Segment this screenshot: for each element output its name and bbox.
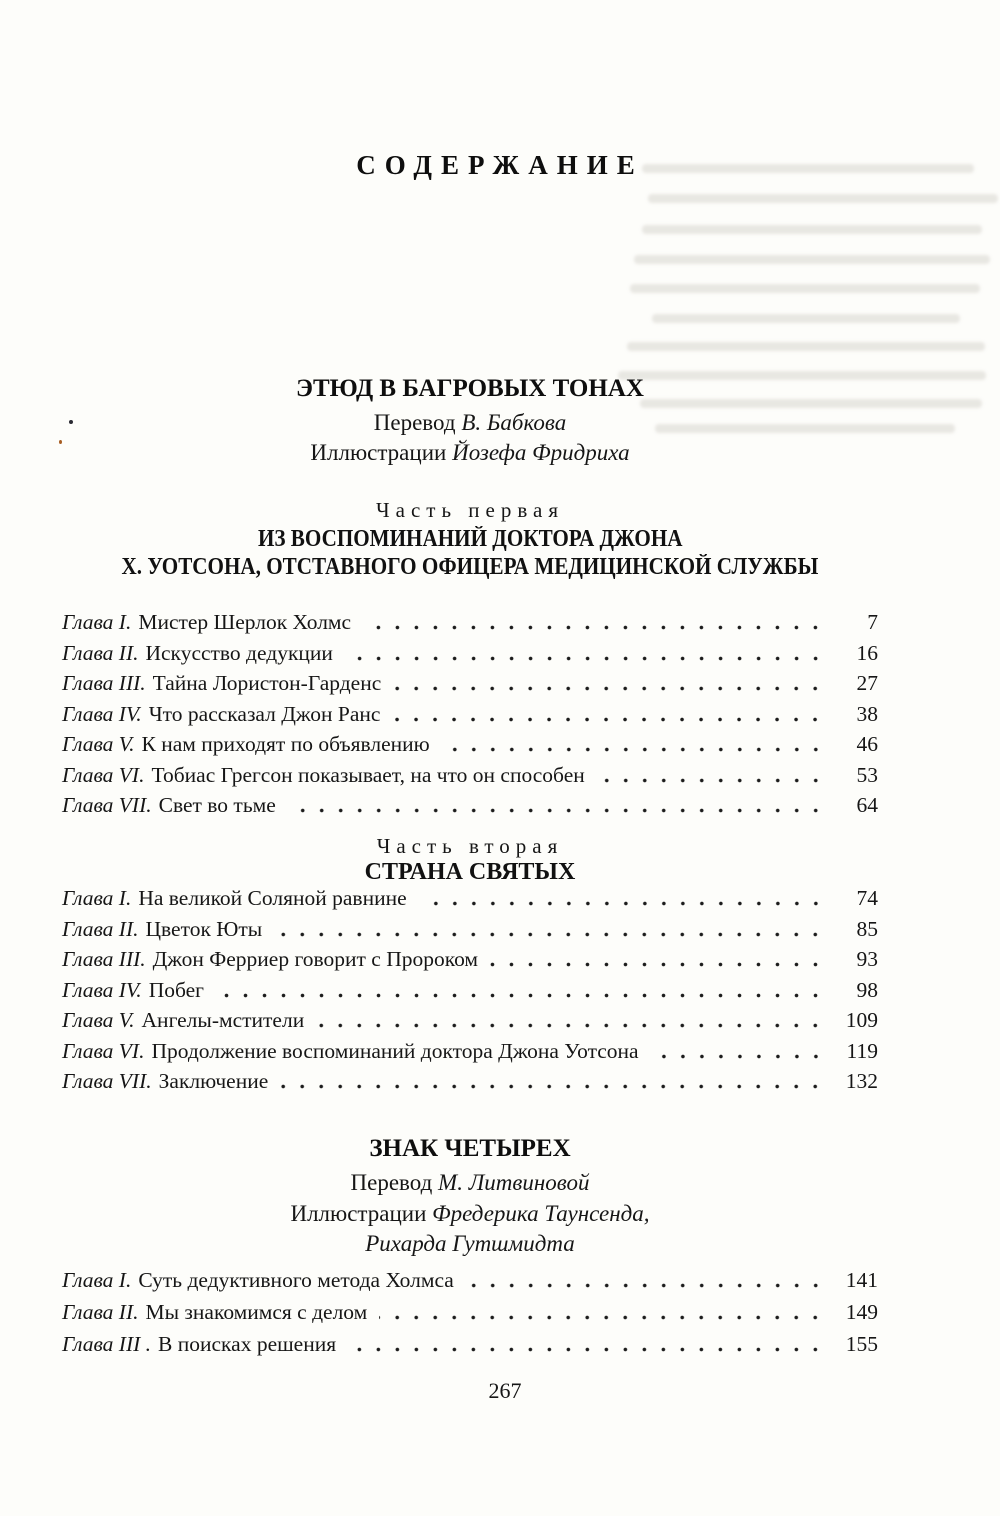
- book2-translator-line: [62, 1170, 878, 1196]
- illustrations-prefix: Иллюстрации: [290, 1201, 427, 1226]
- part1-subtitle-text2: Х. УОТСОНА, ОТСТАВНОГО ОФИЦЕРА МЕДИЦИНСКОЙ СЛУЖБЫ: [121, 554, 819, 580]
- toc-entry: [62, 978, 878, 1002]
- chapter-number: Глава V.: [62, 732, 135, 756]
- part1-subtitle-text1: ИЗ ВОСПОМИНАНИЙ ДОКТОРА ДЖОНА: [257, 526, 683, 552]
- toc-entry: [62, 1268, 878, 1292]
- toc-entry: [62, 1300, 878, 1324]
- page-number: 98: [856, 977, 878, 1002]
- page-number: 155: [845, 1332, 878, 1356]
- chapter-number: Глава I.: [62, 610, 132, 634]
- part2-title: СТРАНА СВЯТЫХ: [364, 859, 576, 885]
- toc-list-part2: [62, 886, 878, 1100]
- dot-leader: [274, 932, 832, 937]
- dot-leader: [216, 993, 832, 998]
- dot-leader: [392, 717, 832, 722]
- illustrator-name-2: Рихарда Гутшмидта: [365, 1231, 575, 1256]
- page-number: 64: [856, 793, 878, 817]
- page-number: 132: [845, 1069, 878, 1093]
- chapter-number: Глава VII.: [62, 793, 152, 817]
- chapter-title: Побег: [148, 977, 204, 1002]
- chapter-title: Что рассказал Джон Ранс: [148, 701, 381, 726]
- translator-name: М. Литвиновой: [438, 1170, 590, 1195]
- dot-leader: [597, 778, 832, 783]
- dot-leader: [280, 1084, 832, 1089]
- chapter-number: Глава I.: [62, 1268, 132, 1292]
- chapter-number: Глава VI.: [62, 1038, 145, 1063]
- chapter-number: Глава IV.: [62, 701, 142, 726]
- chapter-title: Тобиас Грегсон показывает, на что он способен: [151, 762, 585, 787]
- page-number: 16: [856, 640, 878, 665]
- dot-leader: [393, 686, 832, 691]
- toc-entry: [62, 1332, 878, 1356]
- chapter-number: Глава II.: [62, 916, 139, 941]
- translator-name: В. Бабкова: [461, 410, 567, 435]
- page-number: 27: [856, 671, 878, 695]
- page-number: 46: [856, 732, 878, 756]
- book1-illustrator-line: [62, 440, 878, 466]
- toc-entry: [62, 1039, 878, 1063]
- dot-leader: [442, 747, 832, 752]
- toc-list-part1: [62, 610, 878, 824]
- chapter-number: Глава VII.: [62, 1069, 152, 1093]
- dot-leader: [288, 808, 832, 813]
- illustrations-prefix: Иллюстрации: [310, 440, 447, 465]
- dot-leader: [345, 656, 832, 661]
- toc-entry: [62, 641, 878, 665]
- chapter-title: Свет во тьме: [158, 793, 276, 817]
- page-number: 109: [845, 1008, 878, 1032]
- toc-entry: [62, 1008, 878, 1032]
- chapter-number: Глава I.: [62, 886, 132, 910]
- dot-leader: [651, 1054, 832, 1059]
- page-number: 74: [856, 886, 878, 910]
- page-number: 149: [845, 1300, 878, 1324]
- page-number: 53: [856, 762, 878, 787]
- part1-label: Часть первая: [376, 498, 564, 522]
- toc-entry: [62, 732, 878, 756]
- chapter-number: Глава III .: [62, 1332, 152, 1356]
- translation-prefix: Перевод: [373, 410, 456, 435]
- folio-page-number: 267: [488, 1378, 522, 1403]
- toc-entry: [62, 1069, 878, 1093]
- book2-illustrator-line2: [62, 1231, 878, 1257]
- page-number: 38: [856, 701, 878, 726]
- dot-leader: [363, 625, 832, 630]
- page-title: СОДЕРЖАНИЕ: [356, 150, 644, 180]
- toc-entry: [62, 763, 878, 787]
- chapter-number: Глава II.: [62, 1300, 139, 1324]
- illustrator-name-1: Фредерика Таунсенда,: [432, 1201, 650, 1226]
- page-number: 119: [846, 1038, 878, 1063]
- chapter-title: Заключение: [158, 1069, 269, 1093]
- toc-entry: [62, 702, 878, 726]
- page-number: 93: [856, 947, 878, 971]
- book2-illustrator-line1: [62, 1201, 878, 1227]
- toc-entry: [62, 917, 878, 941]
- illustrator-name: Йозефа Фридриха: [452, 440, 630, 465]
- chapter-number: Глава III.: [62, 671, 146, 695]
- chapter-number: Глава V.: [62, 1008, 135, 1032]
- book1-title: ЭТЮД В БАГРОВЫХ ТОНАХ: [296, 375, 644, 402]
- part1-subtitle-line2: [62, 554, 878, 581]
- part2-label: Часть вторая: [376, 834, 564, 858]
- translation-prefix: Перевод: [350, 1170, 433, 1195]
- book2-title: ЗНАК ЧЕТЫРЕХ: [369, 1135, 571, 1162]
- page-number: 7: [867, 610, 878, 634]
- chapter-title: В поисках решения: [158, 1332, 337, 1356]
- part1-subtitle-line1: [62, 526, 878, 553]
- dot-leader: [466, 1283, 832, 1288]
- chapter-title: Мистер Шерлок Холмс: [138, 610, 352, 634]
- dot-leader: [379, 1315, 832, 1320]
- toc-entry: [62, 886, 878, 910]
- chapter-number: Глава VI.: [62, 762, 145, 787]
- dot-leader: [348, 1347, 832, 1352]
- chapter-title: Джон Ферриер говорит с Пророком: [152, 947, 479, 971]
- toc-entry: [62, 671, 878, 695]
- toc-entry: [62, 947, 878, 971]
- chapter-title: Продолжение воспоминаний доктора Джона Уотсона: [151, 1038, 639, 1063]
- toc-entry: [62, 610, 878, 634]
- chapter-title: Искусство дедукции: [145, 640, 333, 665]
- toc-list-book2: [62, 1268, 878, 1364]
- chapter-title: Ангелы-мстители: [141, 1008, 305, 1032]
- dot-leader: [490, 962, 832, 967]
- chapter-title: К нам приходят по объявлению: [141, 732, 430, 756]
- chapter-title: На великой Соляной равнине: [138, 886, 407, 910]
- chapter-title: Мы знакомимся с делом: [145, 1300, 368, 1324]
- chapter-title: Цветок Юты: [145, 916, 263, 941]
- page-number: 85: [856, 916, 878, 941]
- chapter-number: Глава IV.: [62, 977, 142, 1002]
- chapter-title: Суть дедуктивного метода Холмса: [138, 1268, 454, 1292]
- chapter-number: Глава II.: [62, 640, 139, 665]
- page-number: 141: [845, 1268, 878, 1292]
- dot-leader: [419, 901, 832, 906]
- dot-leader: [316, 1023, 832, 1028]
- chapter-number: Глава III.: [62, 947, 146, 971]
- book1-translator-line: [62, 410, 878, 436]
- toc-entry: [62, 793, 878, 817]
- chapter-title: Тайна Лористон-Гарденс: [152, 671, 382, 695]
